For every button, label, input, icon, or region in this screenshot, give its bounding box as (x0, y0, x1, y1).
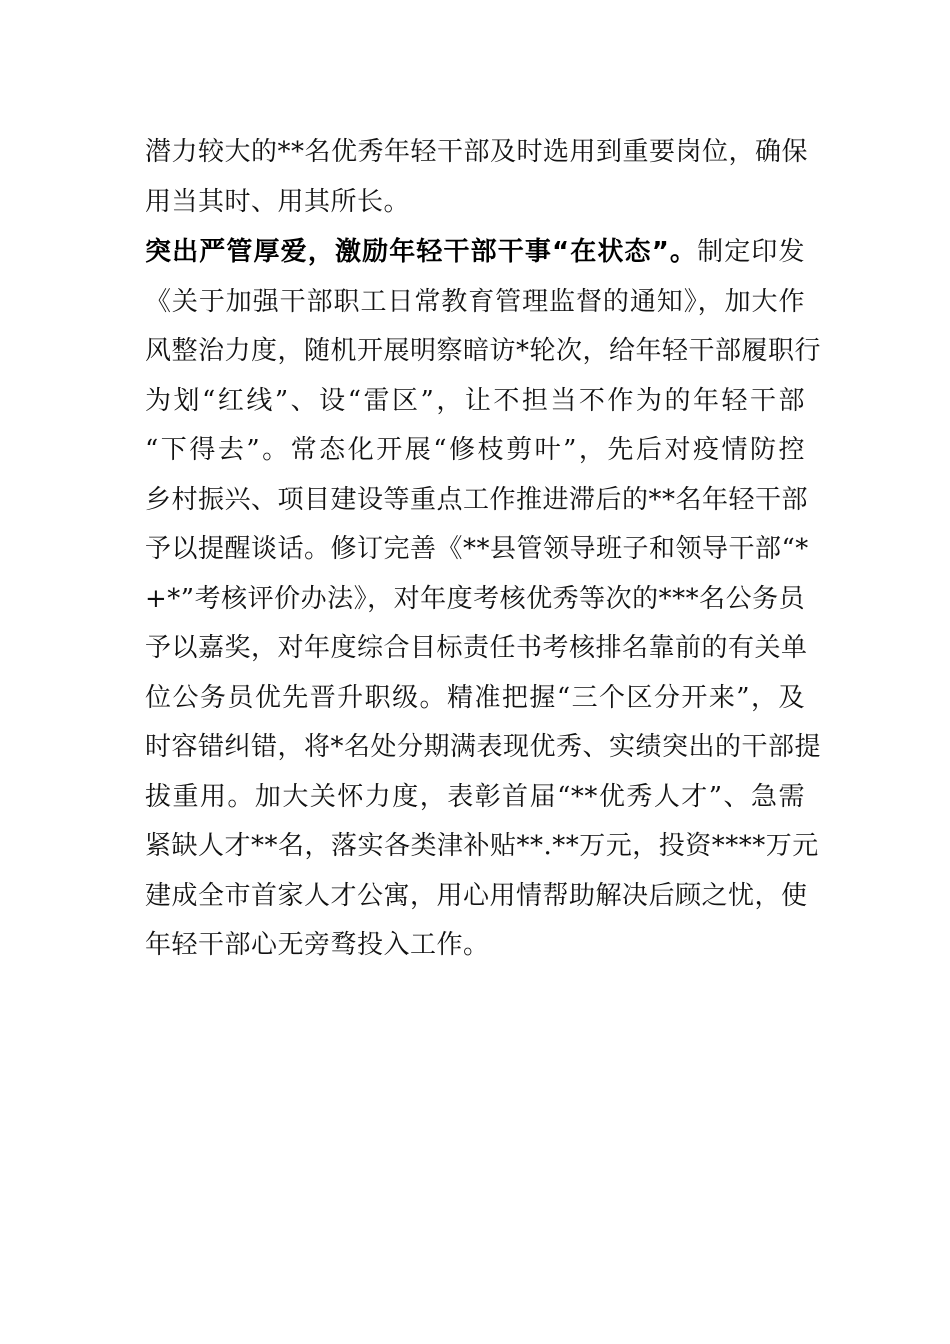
paragraph-line: 紧缺人才**名，落实各类津补贴**.**万元，投资****万元 (145, 831, 819, 861)
paragraph-line: 《关于加强干部职工日常教育管理监督的通知》，加大作 (145, 286, 805, 317)
paragraph-line: 潜力较大的**名优秀年轻干部及时选用到重要岗位，确保 (145, 137, 809, 167)
paragraph-line: 时容错纠错，将*名处分期满表现优秀、实绩突出的干部提 (145, 732, 822, 762)
paragraph-line: 乡村振兴、项目建设等重点工作推进滞后的**名年轻干部 (145, 484, 809, 515)
paragraph-line: 建成全市首家人才公寓，用心用情帮助解决后顾之忧，使 (145, 880, 808, 911)
paragraph-strict-management (145, 228, 822, 971)
paragraph-line: 拔重用。加大关怀力度，表彰首届“**优秀人才”、急需 (145, 781, 805, 812)
paragraph-first-line (145, 228, 805, 278)
paragraph-line: 年轻干部心无旁骛投入工作。 (145, 930, 490, 960)
paragraph-line: 予以嘉奖，对年度综合目标责任书考核排名靠前的有关单 (145, 633, 808, 663)
paragraph-heading: 突出严管厚爱，激励年轻干部干事“在状态”。 (145, 237, 698, 267)
paragraph-line: 予以提醒谈话。修订完善《**县管领导班子和领导干部“* (145, 534, 809, 564)
paragraph-continued (145, 128, 809, 227)
paragraph-line: +*”考核评价办法》，对年度考核优秀等次的***名公务员 (145, 583, 806, 614)
paragraph-line: 为划“红线”、设“雷区”，让不担当不作为的年轻干部 (145, 385, 805, 416)
paragraph-line: 风整治力度，随机开展明察暗访*轮次，给年轻干部履职行 (145, 336, 822, 366)
paragraph-first-line-rest: 制定印发 (697, 237, 805, 267)
paragraph-line: 用当其时、用其所长。 (145, 186, 411, 217)
paragraph-line: 位公务员优先晋升职级。精准把握“三个区分开来”，及 (145, 682, 805, 713)
paragraph-line: “下得去”。常态化开展“修枝剪叶”，先后对疫情防控 (145, 435, 805, 465)
